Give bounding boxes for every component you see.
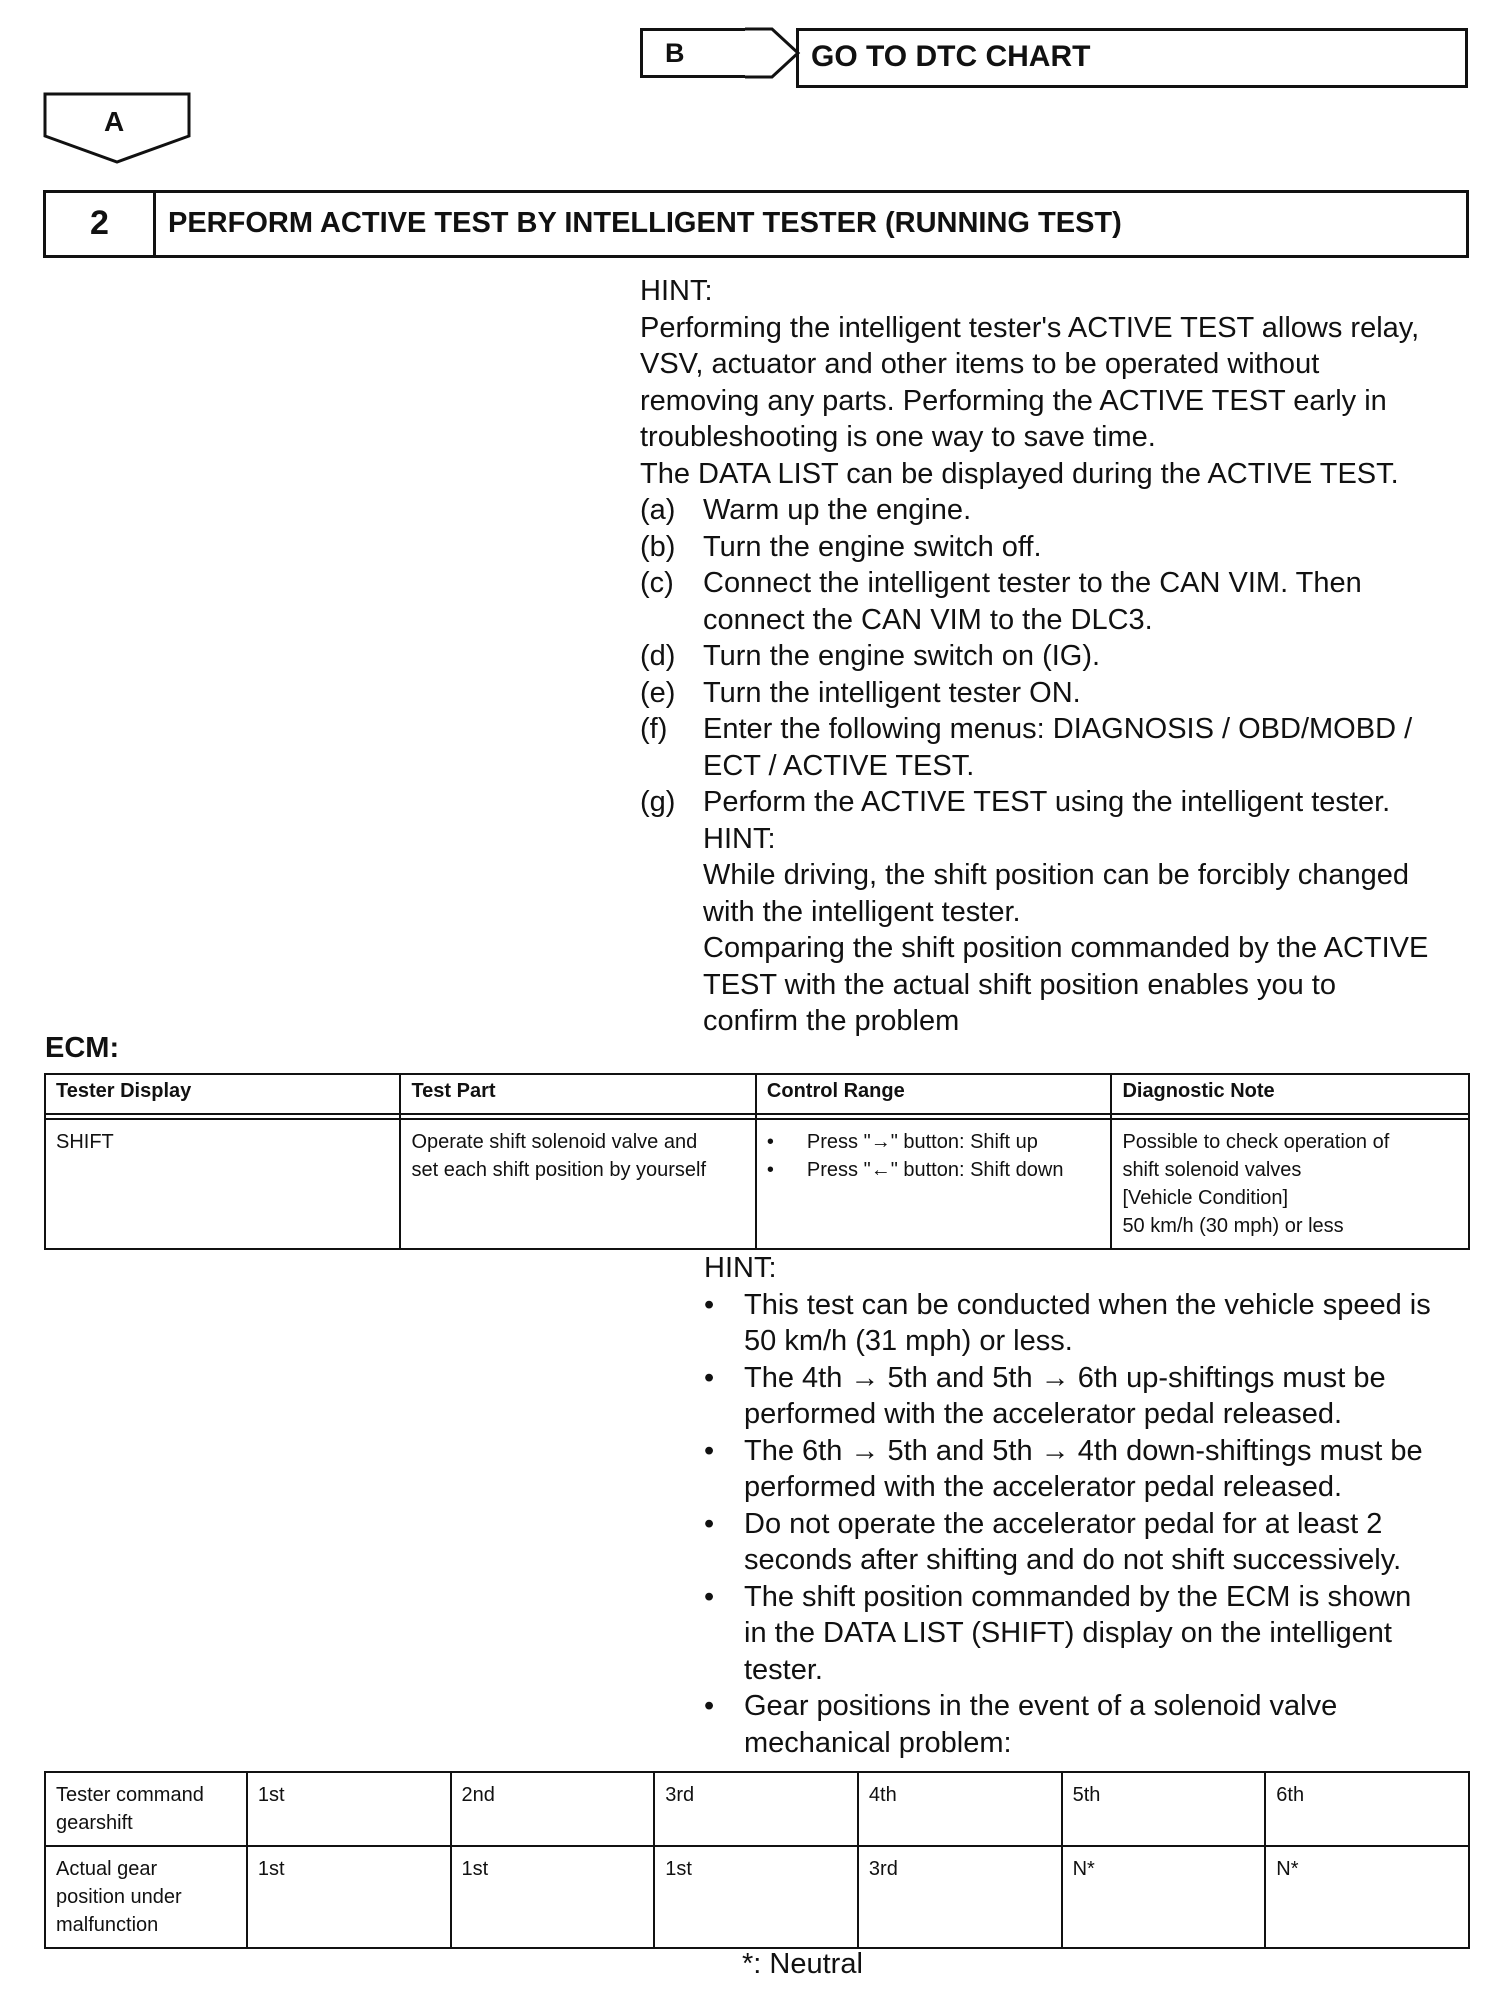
step-item-text: Enter the following menus: DIAGNOSIS / OBD/MOBD / [703,713,1413,745]
list-item-text: The 4th → 5th and 5th → 6th up-shiftings must be [744,1361,1386,1394]
step-item-text: Turn the engine switch off. [703,530,1042,563]
gear-cell: 3rd [858,1846,1062,1948]
cell-diagnostic-note [1111,1119,1469,1249]
gear-cell: N* [1062,1846,1266,1948]
step-item-text: confirm the problem [703,1005,960,1037]
step-item [640,675,1470,712]
cell-line: position under [56,1886,182,1908]
header-tester-display: Tester Display [45,1074,400,1114]
cell-line: Press "←" button: Shift down [806,1159,1064,1181]
list-item-text: mechanical problem: [744,1726,1012,1759]
gear-cell: 3rd [654,1772,858,1846]
goto-dtc-chart-label: GO TO DTC CHART [811,40,1091,73]
gear-cell: 1st [451,1846,655,1948]
cell-line: Possible to check operation of [1122,1131,1390,1153]
bullet-icon: • [766,1159,774,1181]
header-diagnostic-note: Diagnostic Note [1111,1074,1469,1114]
bullet-icon: • [704,1288,715,1321]
row-label [45,1772,247,1846]
cell-line: 50 km/h (30 mph) or less [1122,1215,1344,1237]
list-item-text: performed with the accelerator pedal released. [744,1471,1343,1503]
step-item [640,529,1470,566]
step-item-text: with the intelligent tester. [703,895,1021,928]
step-title: PERFORM ACTIVE TEST BY INTELLIGENT TESTER (RUNNING TEST) [168,207,1122,239]
list-item-text: Do not operate the accelerator pedal for at least 2 [744,1507,1383,1540]
step-item-label: (d) [640,640,676,672]
step-item-label: (a) [640,494,676,526]
ecm-active-test-table [44,1073,1470,1250]
step-item [640,565,1470,638]
table-header-row [45,1074,1469,1114]
step-item [640,638,1470,675]
step-item-text: Comparing the shift position commanded by the ACTIVE [703,932,1429,964]
hint-line: VSV, actuator and other items to be operated without [640,348,1320,380]
list-item-text: The shift position commanded by the ECM is shown [744,1580,1412,1613]
branch-b-box [640,28,748,78]
step-item-label: (c) [640,567,674,599]
step-item-text: TEST with the actual shift position enables you to [703,968,1336,1001]
hint-line: The DATA LIST can be displayed during the ACTIVE TEST. [640,457,1399,490]
cell-line: malfunction [56,1914,159,1936]
hint-heading: HINT: [640,275,713,307]
header-control-range: Control Range [756,1074,1112,1114]
cell-line: [Vehicle Condition] [1122,1187,1289,1209]
list-item-text: tester. [744,1653,823,1686]
list-item-text: This test can be conducted when the vehicle speed is [744,1288,1431,1321]
cell-line: set each shift position by yourself [411,1159,707,1181]
list-item-text: performed with the accelerator pedal released. [744,1398,1343,1430]
gear-position-table [44,1771,1470,1949]
gear-cell: 6th [1265,1772,1469,1846]
row-label [45,1846,247,1948]
list-item-text: Gear positions in the event of a solenoid valve [744,1690,1338,1722]
list-item [704,1287,1470,1360]
list-item-text: seconds after shifting and do not shift successively. [744,1544,1402,1576]
list-item-text: The 6th → 5th and 5th → 4th down-shiftings must be [744,1434,1423,1467]
step-item-text: Perform the ACTIVE TEST using the intelligent tester. [703,786,1391,818]
step-item [640,711,1470,784]
hint-line: troubleshooting is one way to save time. [640,421,1156,453]
cell-tester-display: SHIFT [45,1119,400,1249]
branch-a-label: A [104,106,125,137]
bullet-icon: • [704,1690,715,1722]
step-item-text: Warm up the engine. [703,494,972,526]
cell-test-part [400,1119,755,1249]
cell-line: gearshift [56,1812,133,1834]
ecm-label: ECM: [45,1032,120,1064]
arrow-right-icon [745,26,801,80]
cell-control-range [756,1119,1112,1249]
gear-cell: 1st [247,1772,451,1846]
step-item [640,492,1470,529]
cell-line: Tester command [56,1784,204,1806]
step-item-text: While driving, the shift position can be forcibly changed [703,859,1410,891]
gear-cell: N* [1265,1846,1469,1948]
footnote: *: Neutral [742,1948,863,1980]
step-item-text: connect the CAN VIM to the DLC3. [703,603,1153,636]
gear-cell: 1st [654,1846,858,1948]
list-item [704,1579,1470,1689]
header-test-part: Test Part [400,1074,755,1114]
goto-dtc-chart-box [796,28,1468,88]
step-item-label: (b) [640,530,676,563]
gear-cell: 4th [858,1772,1062,1846]
hint-block [640,273,1470,1040]
step-item-text: Connect the intelligent tester to the CAN VIM. Then [703,567,1362,599]
step-item-label: (g) [640,786,676,818]
cell-line: Press "→" button: Shift up [806,1131,1038,1153]
list-item-text: 50 km/h (31 mph) or less. [744,1325,1073,1357]
branch-b-label: B [665,38,685,68]
hint-heading: HINT: [704,1252,777,1284]
step-item-label: (e) [640,676,676,709]
cell-line: Operate shift solenoid valve and [411,1131,698,1153]
step-item-text: ECT / ACTIVE TEST. [703,749,975,782]
table-row [45,1846,1469,1948]
hint-line: removing any parts. Performing the ACTIVE TEST early in [640,384,1387,417]
step-item-text: Turn the intelligent tester ON. [703,676,1081,709]
table-row [45,1119,1469,1249]
list-item [704,1506,1470,1579]
bullet-icon: • [766,1131,774,1153]
gear-cell: 5th [1062,1772,1266,1846]
gear-cell: 2nd [451,1772,655,1846]
step-item-text: HINT: [703,822,776,855]
step-header [43,190,1469,258]
bullet-icon: • [704,1361,715,1394]
bullet-icon: • [704,1580,715,1613]
cell-line: shift solenoid valves [1122,1159,1302,1181]
list-item [704,1433,1470,1506]
hint-bullets-block [704,1250,1470,1761]
bullet-icon: • [704,1434,715,1467]
step-number: 2 [46,193,156,255]
list-item-text: in the DATA LIST (SHIFT) display on the intelligent [744,1617,1392,1649]
step-item [640,784,1470,1040]
cell-line: Actual gear [56,1858,158,1880]
bullet-icon: • [704,1507,715,1540]
table-row [45,1772,1469,1846]
list-item [704,1688,1470,1761]
step-item-text: Turn the engine switch on (IG). [703,640,1101,672]
gear-cell: 1st [247,1846,451,1948]
hint-line: Performing the intelligent tester's ACTIVE TEST allows relay, [640,311,1420,344]
step-item-label: (f) [640,713,668,745]
list-item [704,1360,1470,1433]
